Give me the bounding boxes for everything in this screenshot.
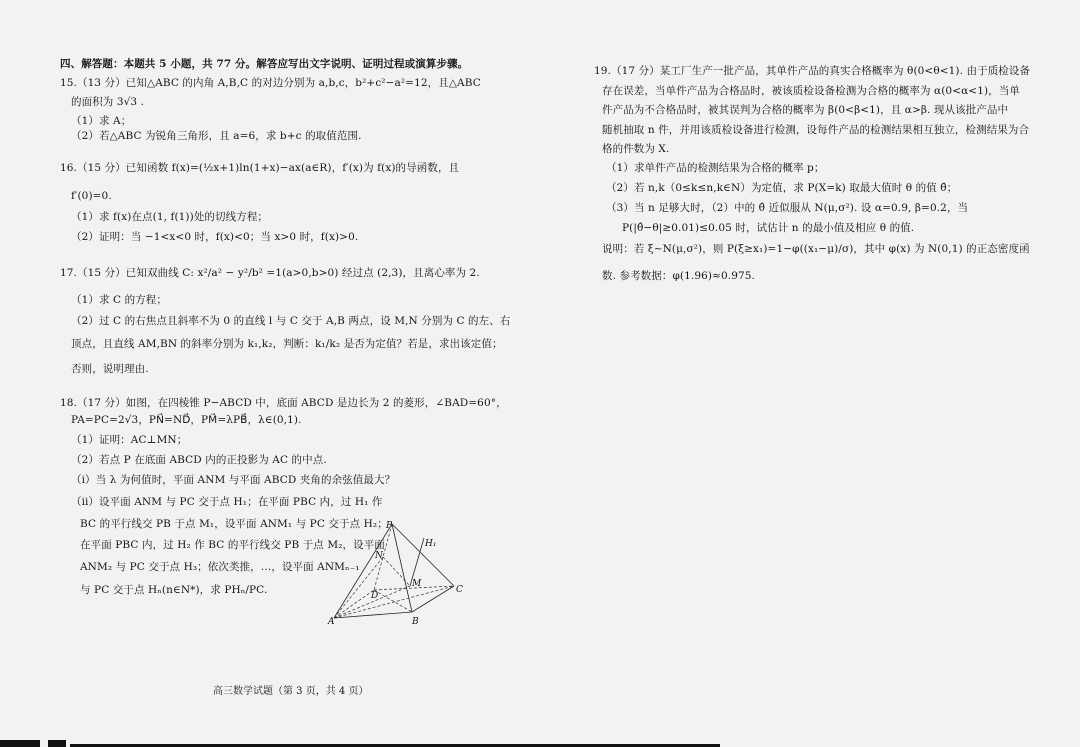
q16-stem-line1: 16.（15 分）已知函数 f(x)=(½x+1)ln(1+x)−ax(a∈R)，f′(x)为 f(x)的导函数，且 bbox=[60, 162, 460, 174]
q18-part2: （2）若点 P 在底面 ABCD 内的正投影为 AC 的中点. bbox=[71, 454, 327, 466]
line-AN bbox=[334, 557, 383, 618]
label-A: A bbox=[328, 617, 335, 627]
diag-BD bbox=[374, 590, 412, 612]
label-B: B bbox=[412, 617, 419, 627]
q19-part2: （2）若 n,k（0≤k≤n,k∈N）为定值，求 P(X=k) 取最大值时 θ 的值 θ̂； bbox=[606, 182, 958, 194]
q17-part2-line3: 否则，说明理由. bbox=[71, 363, 149, 375]
q18-part2-i: （ⅰ）当 λ 为何值时，平面 ANM 与平面 ABCD 夹角的余弦值最大？ bbox=[71, 474, 396, 486]
q19-stem-line5: 格的件数为 X. bbox=[602, 143, 670, 155]
q15-part1: （1）求 A； bbox=[71, 115, 132, 127]
q19-stem-line3: 件产品为不合格品时，被其误判为合格的概率为 β(0<β<1)，且 α>β. 现从该批产品中 bbox=[602, 104, 1009, 116]
q17-part2-line1: （2）过 C 的右焦点且斜率不为 0 的直线 l 与 C 交于 A,B 两点，设 M,N 分别为 C 的左、右 bbox=[71, 315, 511, 327]
q18-part2-ii-line1: （ⅱ）设平面 ANM 与 PC 交于点 H₁；在平面 PBC 内，过 H₁ 作 bbox=[71, 496, 383, 508]
q15-stem-line2: 的面积为 3√3 . bbox=[71, 96, 145, 108]
q18-part2-ii-line3: 在平面 PBC 内，过 H₂ 作 BC 的平行线交 PB 于点 M₂，设平面 bbox=[80, 539, 385, 551]
q19-part3-line1: （3）当 n 足够大时，（2）中的 θ̂ 近似服从 N(μ,σ²). 设 α=0.9, β=0.2，当 bbox=[606, 202, 969, 214]
q18-part2-ii-line5: 与 PC 交于点 Hₙ(n∈N*)，求 PHₙ/PC. bbox=[80, 584, 268, 596]
q18-stem-line1: 18.（17 分）如图，在四棱锥 P−ABCD 中，底面 ABCD 是边长为 2 的菱形，∠BAD=60°， bbox=[60, 397, 507, 409]
q19-part1: （1）求单件产品的检测结果为合格的概率 p； bbox=[606, 162, 825, 174]
q19-note-line2: 数. 参考数据：φ(1.96)≈0.975. bbox=[602, 270, 755, 282]
q18-stem-line2: PA=PC=2√3，PN⃗=ND⃗，PM⃗=λPB⃗，λ∈(0,1). bbox=[71, 414, 302, 426]
label-M: M bbox=[412, 579, 422, 589]
q19-stem-line2: 存在误差，当单件产品为合格品时，被该质检设备检测为合格的概率为 α(0<α<1)，当单 bbox=[602, 85, 1020, 97]
q19-part3-line2: P(|θ̂−θ|≥0.01)≤0.05 时，试估计 n 的最小值及相应 θ 的值. bbox=[622, 222, 915, 234]
edge-PA bbox=[334, 524, 392, 618]
q16-stem-line2: f′(0)=0. bbox=[71, 190, 112, 202]
scan-edge-bar bbox=[0, 740, 720, 747]
label-H1: H₁ bbox=[425, 539, 437, 549]
q19-stem-line1: 19.（17 分）某工厂生产一批产品，其单件产品的真实合格概率为 θ(0<θ<1). 由于质检设备 bbox=[594, 65, 1031, 77]
q16-part1: （1）求 f(x)在点(1, f(1))处的切线方程； bbox=[71, 211, 269, 223]
page-footer: 高三数学试题（第 3 页，共 4 页） bbox=[213, 686, 369, 697]
q19-stem-line4: 随机抽取 n 件，并用该质检设备进行检测，设每件产品的检测结果相互独立，检测结果为合 bbox=[602, 124, 1030, 136]
q17-part2-line2: 顶点，且直线 AM,BN 的斜率分别为 k₁,k₂，判断：k₁/k₂ 是否为定值？若是，求出该定值； bbox=[71, 338, 503, 350]
line-NM bbox=[383, 557, 410, 586]
edge-PB bbox=[392, 524, 412, 612]
q17-part1: （1）求 C 的方程； bbox=[71, 294, 167, 306]
q16-part2: （2）证明：当 −1<x<0 时，f(x)<0；当 x>0 时，f(x)>0. bbox=[71, 231, 359, 243]
q18-part1: （1）证明：AC⊥MN； bbox=[71, 434, 188, 446]
section-heading: 四、解答题：本题共 5 小题，共 77 分。解答应写出文字说明、证明过程或演算步骤。 bbox=[60, 58, 469, 70]
edge-BC bbox=[412, 586, 454, 612]
q19-note-line1: 说明：若 ξ~N(μ,σ²)，则 P(ξ≥x₁)=1−φ((x₁−μ)/σ)，其中 φ(x) 为 N(0,1) 的正态密度函 bbox=[602, 243, 1030, 255]
q15-stem-line1: 15.（13 分）已知△ABC 的内角 A,B,C 的对边分别为 a,b,c，b²+c²−a²=12，且△ABC bbox=[60, 77, 481, 89]
q18-part2-ii-line2: BC 的平行线交 PB 于点 M₁，设平面 ANM₁ 与 PC 交于点 H₂； bbox=[80, 518, 388, 530]
label-D: D bbox=[371, 591, 379, 601]
q17-stem: 17.（15 分）已知双曲线 C: x²/a² − y²/b² =1(a>0,b>0) 经过点 (2,3)，且离心率为 2. bbox=[60, 267, 480, 279]
q18-part2-ii-line4: ANM₂ 与 PC 交于点 H₃；依次类推，…，设平面 ANMₙ₋₁ bbox=[80, 561, 360, 573]
pyramid-figure bbox=[324, 520, 474, 628]
q15-part2: （2）若△ABC 为锐角三角形，且 a=6，求 b+c 的取值范围. bbox=[71, 130, 362, 142]
label-N: N bbox=[375, 551, 383, 561]
label-P: P bbox=[386, 521, 393, 531]
label-C: C bbox=[456, 585, 463, 595]
